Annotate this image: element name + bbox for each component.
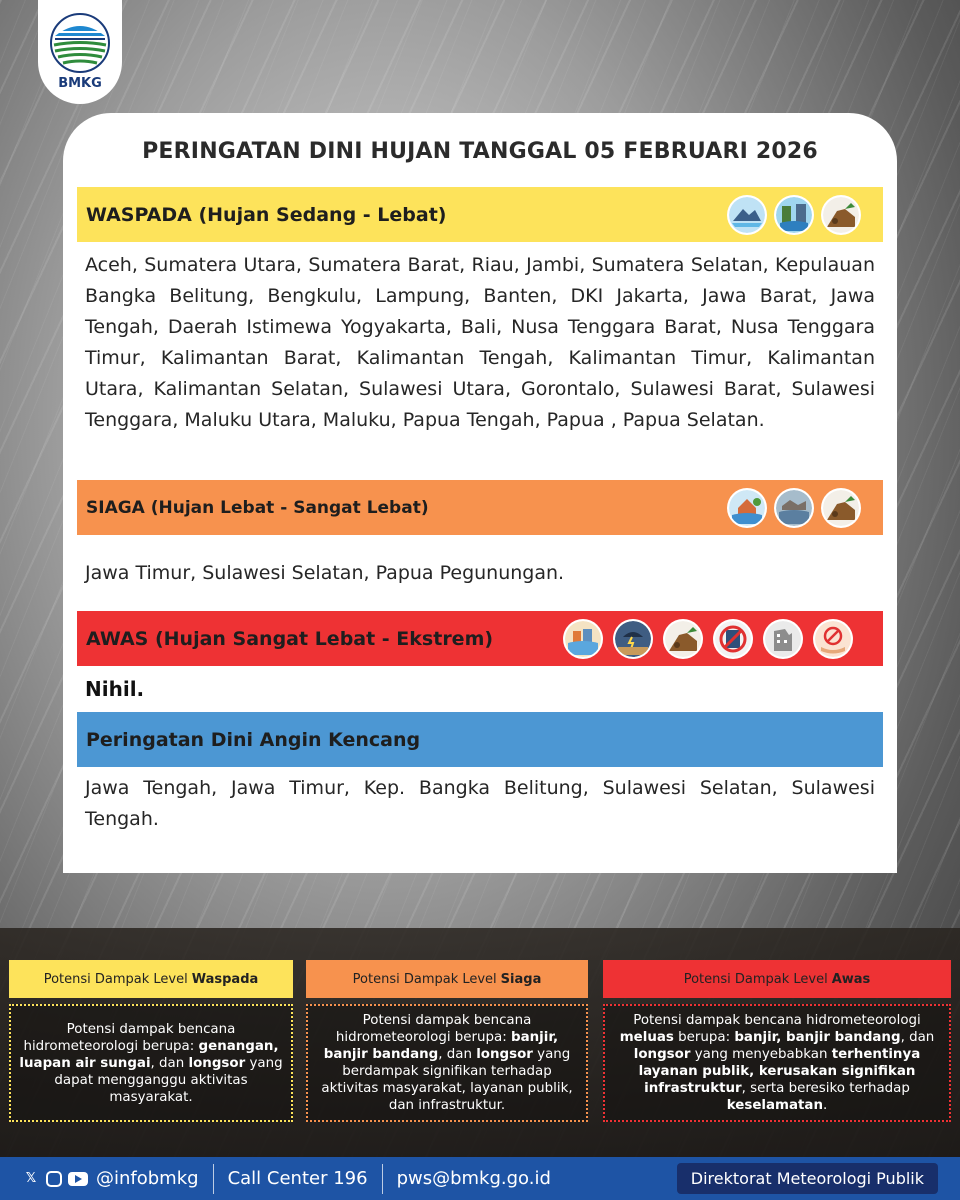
bmkg-emblem-icon xyxy=(49,12,111,74)
awas-band xyxy=(77,611,883,666)
river-overflow-icon xyxy=(774,195,814,235)
flood-city-icon xyxy=(563,619,603,659)
social-handle[interactable]: @infobmkg xyxy=(96,1168,199,1189)
impact-siaga-head xyxy=(306,960,588,998)
page-title: PERINGATAN DINI HUJAN TANGGAL 05 FEBRUARI 2026 xyxy=(142,139,818,164)
waspada-areas: Aceh, Sumatera Utara, Sumatera Barat, Riau, Jambi, Sumatera Selatan, Kepulauan Bangka Belitung, Bengkulu, Lampung, Banten, DKI Jakarta, Jawa Barat, Jawa Tengah, Daerah Istimewa Yogyakarta, Bali, Nusa Tenggara Barat, Nusa Tenggara Timur, Kalimantan Barat, Kalimantan Tengah, Kalimantan Timur, Kalimantan Utara, Kalimantan Selatan, Sulawesi Utara, Gorontalo, Sulawesi Barat, Sulawesi Tenggara, Maluku Utara, Maluku, Papua Tengah, Papua , Papua Selatan. xyxy=(85,254,875,431)
impact-awas xyxy=(603,960,951,1122)
impact-siaga-body: Potensi dampak bencana hidrometeorologi berupa: banjir, banjir bandang, dan longsor yang berdampak signifikan terhadap aktivitas masyarakat, layanan publik, dan infrastruktur. xyxy=(306,1004,588,1122)
awas-label: AWAS (Hujan Sangat Lebat - Ekstrem) xyxy=(86,627,494,650)
flash-flood-icon xyxy=(774,488,814,528)
damaged-building-icon xyxy=(763,619,803,659)
social-icons xyxy=(0,1170,88,1188)
landslide-icon xyxy=(821,195,861,235)
impact-awas-body: Potensi dampak bencana hidrometeorologi meluas berupa: banjir, banjir bandang, dan longsor yang menyebabkan terhentinya layanan publik, kerusakan signifikan infrastruktur, serta beresiko terhadap keselamatan. xyxy=(603,1004,951,1122)
impact-awas-head xyxy=(603,960,951,998)
no-service-icon xyxy=(713,619,753,659)
warning-card xyxy=(63,113,897,873)
impact-head-prefix: Potensi Dampak Level xyxy=(683,971,828,987)
divider xyxy=(213,1164,214,1194)
impact-head-level: Awas xyxy=(831,971,871,987)
waspada-label: WASPADA (Hujan Sedang - Lebat) xyxy=(86,203,447,226)
impact-siaga xyxy=(306,960,588,1122)
bmkg-logo xyxy=(38,0,122,104)
email-link[interactable]: pws@bmkg.go.id xyxy=(396,1168,551,1189)
impact-head-prefix: Potensi Dampak Level xyxy=(352,971,497,987)
angin-areas: Jawa Tengah, Jawa Timur, Kep. Bangka Belitung, Sulawesi Selatan, Sulawesi Tengah. xyxy=(85,777,875,830)
impact-head-level: Waspada xyxy=(191,971,259,987)
siaga-band xyxy=(77,480,883,535)
landslide-icon xyxy=(663,619,703,659)
danger-hand-icon xyxy=(813,619,853,659)
angin-label: Peringatan Dini Angin Kencang xyxy=(86,728,421,751)
siaga-label: SIAGA (Hujan Lebat - Sangat Lebat) xyxy=(86,497,429,518)
angin-band xyxy=(77,712,883,767)
youtube-icon[interactable] xyxy=(68,1172,88,1186)
divider xyxy=(382,1164,383,1194)
puddle-icon xyxy=(727,195,767,235)
directorate-badge: Direktorat Meteorologi Publik xyxy=(677,1163,938,1194)
impact-waspada-head xyxy=(9,960,293,998)
impact-waspada-body: Potensi dampak bencana hidrometeorologi berupa: genangan, luapan air sungai, dan longsor yang dapat mengganggu aktivitas masyarakat. xyxy=(9,1004,293,1122)
awas-areas: Nihil. xyxy=(85,677,145,701)
impact-head-prefix: Potensi Dampak Level xyxy=(43,971,188,987)
storm-icon xyxy=(613,619,653,659)
logo-text: BMKG xyxy=(58,76,102,91)
waspada-band xyxy=(77,187,883,242)
impact-head-level: Siaga xyxy=(500,971,542,987)
siaga-areas: Jawa Timur, Sulawesi Selatan, Papua Pegunungan. xyxy=(85,562,565,584)
flood-house-icon xyxy=(727,488,767,528)
footer xyxy=(0,1157,960,1200)
call-center[interactable]: Call Center 196 xyxy=(227,1168,368,1189)
landslide-icon xyxy=(821,488,861,528)
x-icon[interactable]: 𝕏 xyxy=(25,1171,37,1186)
instagram-icon[interactable] xyxy=(46,1171,62,1187)
impact-waspada xyxy=(9,960,293,1122)
